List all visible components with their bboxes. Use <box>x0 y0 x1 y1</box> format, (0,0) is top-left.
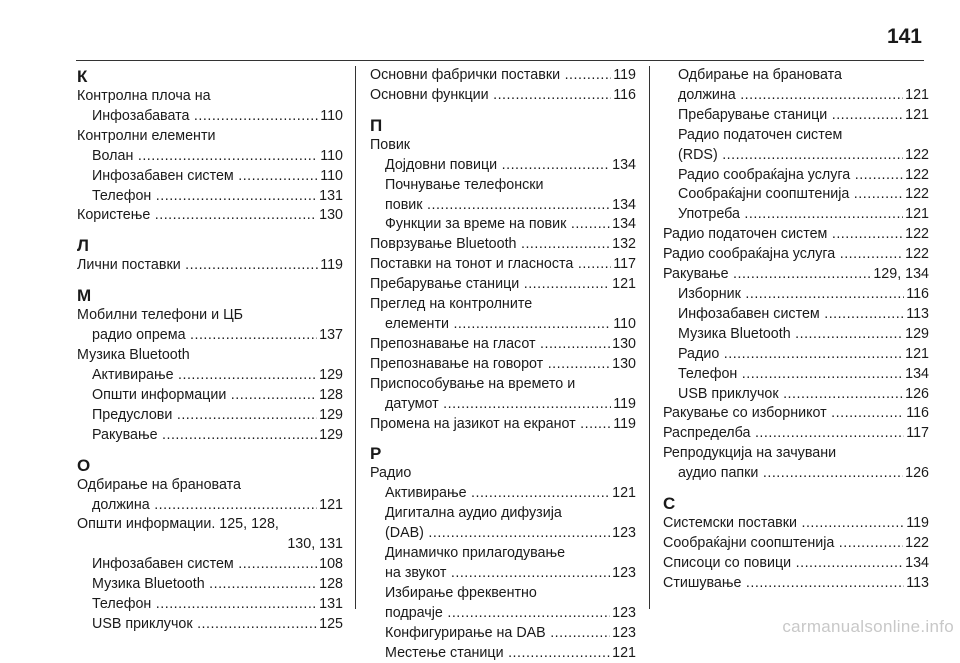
index-entry-page: 121 <box>903 345 929 365</box>
index-entry <box>77 426 343 446</box>
index-entry <box>77 575 343 595</box>
index-entry-text: Музика Bluetooth ..... <box>92 576 343 592</box>
index-entry-page: 116 <box>611 86 636 106</box>
index-entry <box>370 644 636 663</box>
index-entry-heading: Одбирање на брановата <box>678 67 842 83</box>
index-entry-page: 123 <box>610 624 636 644</box>
index-entry-text: Препознавање на говорот ..... <box>370 356 636 372</box>
index-entry-page: 116 <box>904 285 929 305</box>
index-entry <box>663 265 929 285</box>
index-entry-text: Списоци со повици ..... <box>663 555 929 571</box>
index-entry-page: 108 <box>317 555 343 575</box>
index-entry-text: Телефон ..... <box>92 188 343 204</box>
index-entry-text: Волан ..... <box>92 148 343 164</box>
index-entry <box>77 256 343 276</box>
index-entry <box>663 574 929 594</box>
index-entry-page: 123 <box>610 524 636 544</box>
index-entry <box>663 106 929 126</box>
index-entry-text: на звукот ..... <box>385 565 636 581</box>
index-entry-page: 110 <box>611 315 636 335</box>
index-entry-text: Пребарување станици ..... <box>678 107 929 123</box>
header-rule <box>76 60 924 61</box>
index-entry-text: Поставки на тонот и гласноста ..... <box>370 256 636 272</box>
index-entry-text: Сообраќајни соопштенија ..... <box>663 535 929 551</box>
index-entry <box>370 156 636 176</box>
index-column-1 <box>77 66 343 635</box>
index-entry-page: 123 <box>610 564 636 584</box>
index-entry <box>663 404 929 424</box>
index-entry-heading: Радио <box>370 465 412 482</box>
index-section-letter: Л <box>77 236 89 256</box>
index-entry-text: Функции за време на повик ..... <box>385 216 636 232</box>
index-entry-text: Радио податочен систем ..... <box>663 226 929 242</box>
index-entry-page: 122 <box>903 245 929 265</box>
index-entry <box>370 395 636 415</box>
index-entry-text: Сообраќајни соопштенија ..... <box>678 186 929 202</box>
index-entry-heading: Контролна плоча на <box>77 88 211 104</box>
index-section-letter: К <box>77 67 88 86</box>
index-entry-page: 129 <box>903 325 929 345</box>
index-entry-page: 134 <box>610 215 636 235</box>
index-entry-text: Системски поставки ..... <box>663 515 929 531</box>
index-entry <box>370 564 636 584</box>
index-entry <box>370 624 636 644</box>
index-entry-heading: Избирање фреквентно <box>385 584 537 601</box>
index-entry <box>663 185 929 205</box>
index-entry-page: 134 <box>610 196 636 216</box>
index-entry <box>370 215 636 235</box>
index-entry-page: 110 <box>318 167 343 187</box>
index-entry-text: Основни функции ..... <box>370 87 636 103</box>
index-entry-page: 119 <box>611 66 636 86</box>
index-section-letter: Р <box>370 444 382 464</box>
index-entry-heading: Преглед на контролните <box>370 296 533 313</box>
index-entry-text: Стишување ..... <box>663 575 929 591</box>
index-entry-text: Пребарување станици ..... <box>370 276 636 292</box>
index-entry <box>370 524 636 544</box>
index-entry-page: 113 <box>904 574 929 594</box>
index-entry-page: 129 <box>317 426 343 446</box>
index-entry <box>370 415 636 435</box>
index-entry-page: 121 <box>903 86 929 106</box>
index-entry <box>77 206 343 226</box>
index-entry-text: Поврзување Bluetooth ..... <box>370 236 636 252</box>
index-entry <box>370 196 636 216</box>
index-entry <box>370 235 636 255</box>
index-entry-page: 137 <box>317 326 343 346</box>
index-entry <box>663 365 929 385</box>
index-entry-page: 119 <box>611 395 636 415</box>
index-entry <box>663 385 929 405</box>
index-entry-page: 132 <box>610 235 636 255</box>
index-entry <box>663 205 929 225</box>
index-entry-text: Општи информации ..... <box>92 387 343 403</box>
index-entry-heading: Општи информации. 125, 128, <box>77 516 279 533</box>
index-entry <box>663 285 929 305</box>
index-entry-text: Радио сообраќајна услуга ..... <box>663 246 929 262</box>
index-entry <box>663 325 929 345</box>
index-entry <box>77 555 343 575</box>
index-entry-heading: Музика Bluetooth <box>77 347 190 364</box>
column-divider <box>649 66 650 609</box>
index-entry-text: повик ..... <box>385 197 636 213</box>
index-entry-heading: Контролни елементи <box>77 127 216 144</box>
index-entry <box>663 514 929 534</box>
index-entry-page: 129 <box>317 406 343 426</box>
index-entry-text: Користење ..... <box>77 207 343 223</box>
index-entry-text: Употреба ..... <box>678 206 929 222</box>
index-entry <box>77 386 343 406</box>
index-column-3 <box>663 66 929 594</box>
index-column-2 <box>370 66 636 663</box>
index-entry <box>77 167 343 187</box>
index-entry-page: 126 <box>903 385 929 405</box>
index-entry <box>77 326 343 346</box>
index-entry-page: 121 <box>903 106 929 126</box>
index-entry-heading: Репродукција на зачувани <box>663 445 837 462</box>
index-entry <box>370 275 636 295</box>
index-entry-page: 134 <box>903 554 929 574</box>
index-entry-text: Телефон ..... <box>92 596 343 612</box>
index-entry-heading: Повик <box>370 136 411 153</box>
index-entry-page: 121 <box>610 484 636 504</box>
index-entry-text: Ракување со изборникот ..... <box>663 405 929 421</box>
index-entry-text: подрачје ..... <box>385 605 636 621</box>
index-entry-page: 128 <box>317 575 343 595</box>
index-entry-page: 121 <box>610 275 636 295</box>
index-entry <box>77 615 343 635</box>
index-entry-page: 131 <box>317 595 343 615</box>
index-section-letter: С <box>663 494 676 514</box>
index-entry <box>370 315 636 335</box>
index-entry <box>663 464 929 484</box>
index-entry-page: 122 <box>903 146 929 166</box>
index-entry-text: Радио ..... <box>678 346 929 362</box>
index-entry-text: Активирање ..... <box>385 485 636 501</box>
watermark: carmanualsonline.info <box>782 617 954 636</box>
index-entry-page: 116 <box>904 404 929 424</box>
index-entry-page: 122 <box>903 166 929 186</box>
index-entry-text: должина ..... <box>77 497 343 513</box>
index-entry <box>370 484 636 504</box>
index-entry-page: 121 <box>317 496 343 516</box>
index-entry-page: 128 <box>317 386 343 406</box>
index-entry-page: 134 <box>903 365 929 385</box>
index-entry-text: Конфигурирање на DAB ..... <box>385 625 636 641</box>
index-entry-text: Ракување ..... <box>92 427 343 443</box>
index-entry <box>663 245 929 265</box>
index-section-letter: М <box>77 286 92 306</box>
index-entry <box>77 496 343 516</box>
index-entry <box>663 225 929 245</box>
index-entry-text: Распределба ..... <box>663 425 929 441</box>
index-entry-page: 130 <box>610 355 636 375</box>
index-entry-page: 129, 134 <box>871 265 929 285</box>
index-entry <box>77 107 343 127</box>
index-entry <box>77 406 343 426</box>
index-entry-text: Инфозабавен систем ..... <box>92 168 343 184</box>
index-entry <box>663 345 929 365</box>
index-entry-text: Активирање ..... <box>92 367 343 383</box>
index-entry-text: Местење станици ..... <box>385 645 636 661</box>
index-entry-text: Предуслови ..... <box>92 407 343 423</box>
index-entry <box>663 146 929 166</box>
index-entry-text: Изборник ..... <box>678 286 929 302</box>
index-entry <box>663 305 929 325</box>
index-entry-page: 117 <box>611 255 636 275</box>
index-entry-page: 121 <box>610 644 636 663</box>
index-entry-page: 113 <box>904 305 929 325</box>
index-entry-page: 130 <box>317 206 343 226</box>
index-entry-text: радио опрема ..... <box>77 327 343 343</box>
index-entry <box>663 534 929 554</box>
index-entry-text: Инфозабавата ..... <box>77 108 343 124</box>
index-entry-text: Лични поставки ..... <box>77 257 343 273</box>
index-entry-text: (RDS) ..... <box>678 147 929 163</box>
index-entry-heading: Динамичко прилагодување <box>385 545 566 562</box>
index-entry <box>77 187 343 207</box>
column-divider <box>355 66 356 609</box>
index-entry <box>370 604 636 624</box>
index-section-letter: П <box>370 115 383 135</box>
index-entry-text: USB приклучок ..... <box>678 386 929 402</box>
index-entry-page: 117 <box>904 424 929 444</box>
index-entry-text: Музика Bluetooth ..... <box>678 326 929 342</box>
index-entry-page: 130 <box>610 335 636 355</box>
index-entry-page: 126 <box>903 464 929 484</box>
index-entry-page: 122 <box>903 185 929 205</box>
index-entry <box>77 595 343 615</box>
index-entry <box>370 335 636 355</box>
index-entry-page: 121 <box>903 205 929 225</box>
index-entry-page: 122 <box>903 534 929 554</box>
index-entry <box>663 554 929 574</box>
index-entry <box>77 366 343 386</box>
index-entry-text: датумот ..... <box>370 396 636 412</box>
index-entry <box>663 424 929 444</box>
index-entry-page: 131 <box>317 187 343 207</box>
index-entry <box>77 147 343 167</box>
index-entry-page: 110 <box>318 147 343 167</box>
index-entry-heading: Мобилни телефони и ЦБ <box>77 307 244 324</box>
index-entry-page: 119 <box>904 514 929 534</box>
index-entry-page: 119 <box>318 256 343 276</box>
index-entry-text: Инфозабавен систем ..... <box>678 306 929 322</box>
index-entry-heading: Одбирање на брановата <box>77 476 241 493</box>
index-entry-text: Радио сообраќајна услуга ..... <box>678 167 929 183</box>
page-number: 141 <box>886 25 922 48</box>
index-entry-text: USB приклучок ..... <box>92 616 343 632</box>
index-entry-text: Дојдовни повици ..... <box>385 157 636 173</box>
index-entry-text: аудио папки ..... <box>663 465 929 481</box>
index-entry-page: 119 <box>611 415 636 435</box>
index-entry-heading: Дигитална аудио дифузија <box>385 505 562 522</box>
index-entry <box>663 86 929 106</box>
index-entry <box>370 66 636 86</box>
index-entry-continuation: 130, 131 <box>287 536 343 553</box>
index-entry-heading: Радио податочен систем <box>678 126 843 143</box>
index-entry-page: 134 <box>610 156 636 176</box>
index-entry <box>370 86 636 106</box>
index-entry-heading: Почнување телефонски <box>385 176 544 193</box>
index-entry-text: должина ..... <box>678 87 929 103</box>
index-entry-text: (DAB) ..... <box>385 525 636 541</box>
index-entry <box>663 166 929 186</box>
index-entry <box>370 355 636 375</box>
index-entry-text: Основни фабрички поставки ..... <box>370 67 636 83</box>
index-entry-page: 123 <box>610 604 636 624</box>
index-section-letter: О <box>77 455 91 475</box>
index-entry-heading: Приспособување на времето и <box>370 375 576 392</box>
index-entry-page: 110 <box>318 107 343 127</box>
index-entry <box>370 255 636 275</box>
index-entry-text: Инфозабавен систем ..... <box>92 556 343 572</box>
index-entry-text: елементи ..... <box>370 316 636 332</box>
index-entry-text: Препознавање на гласот ..... <box>370 336 636 352</box>
index-entry-text: Ракување ..... <box>663 266 929 282</box>
index-entry-page: 122 <box>903 225 929 245</box>
index-entry-text: Телефон ..... <box>678 366 929 382</box>
index-entry-text: Промена на јазикот на екранот ..... <box>370 416 636 432</box>
index-entry-page: 129 <box>317 366 343 386</box>
index-entry-page: 125 <box>317 615 343 635</box>
